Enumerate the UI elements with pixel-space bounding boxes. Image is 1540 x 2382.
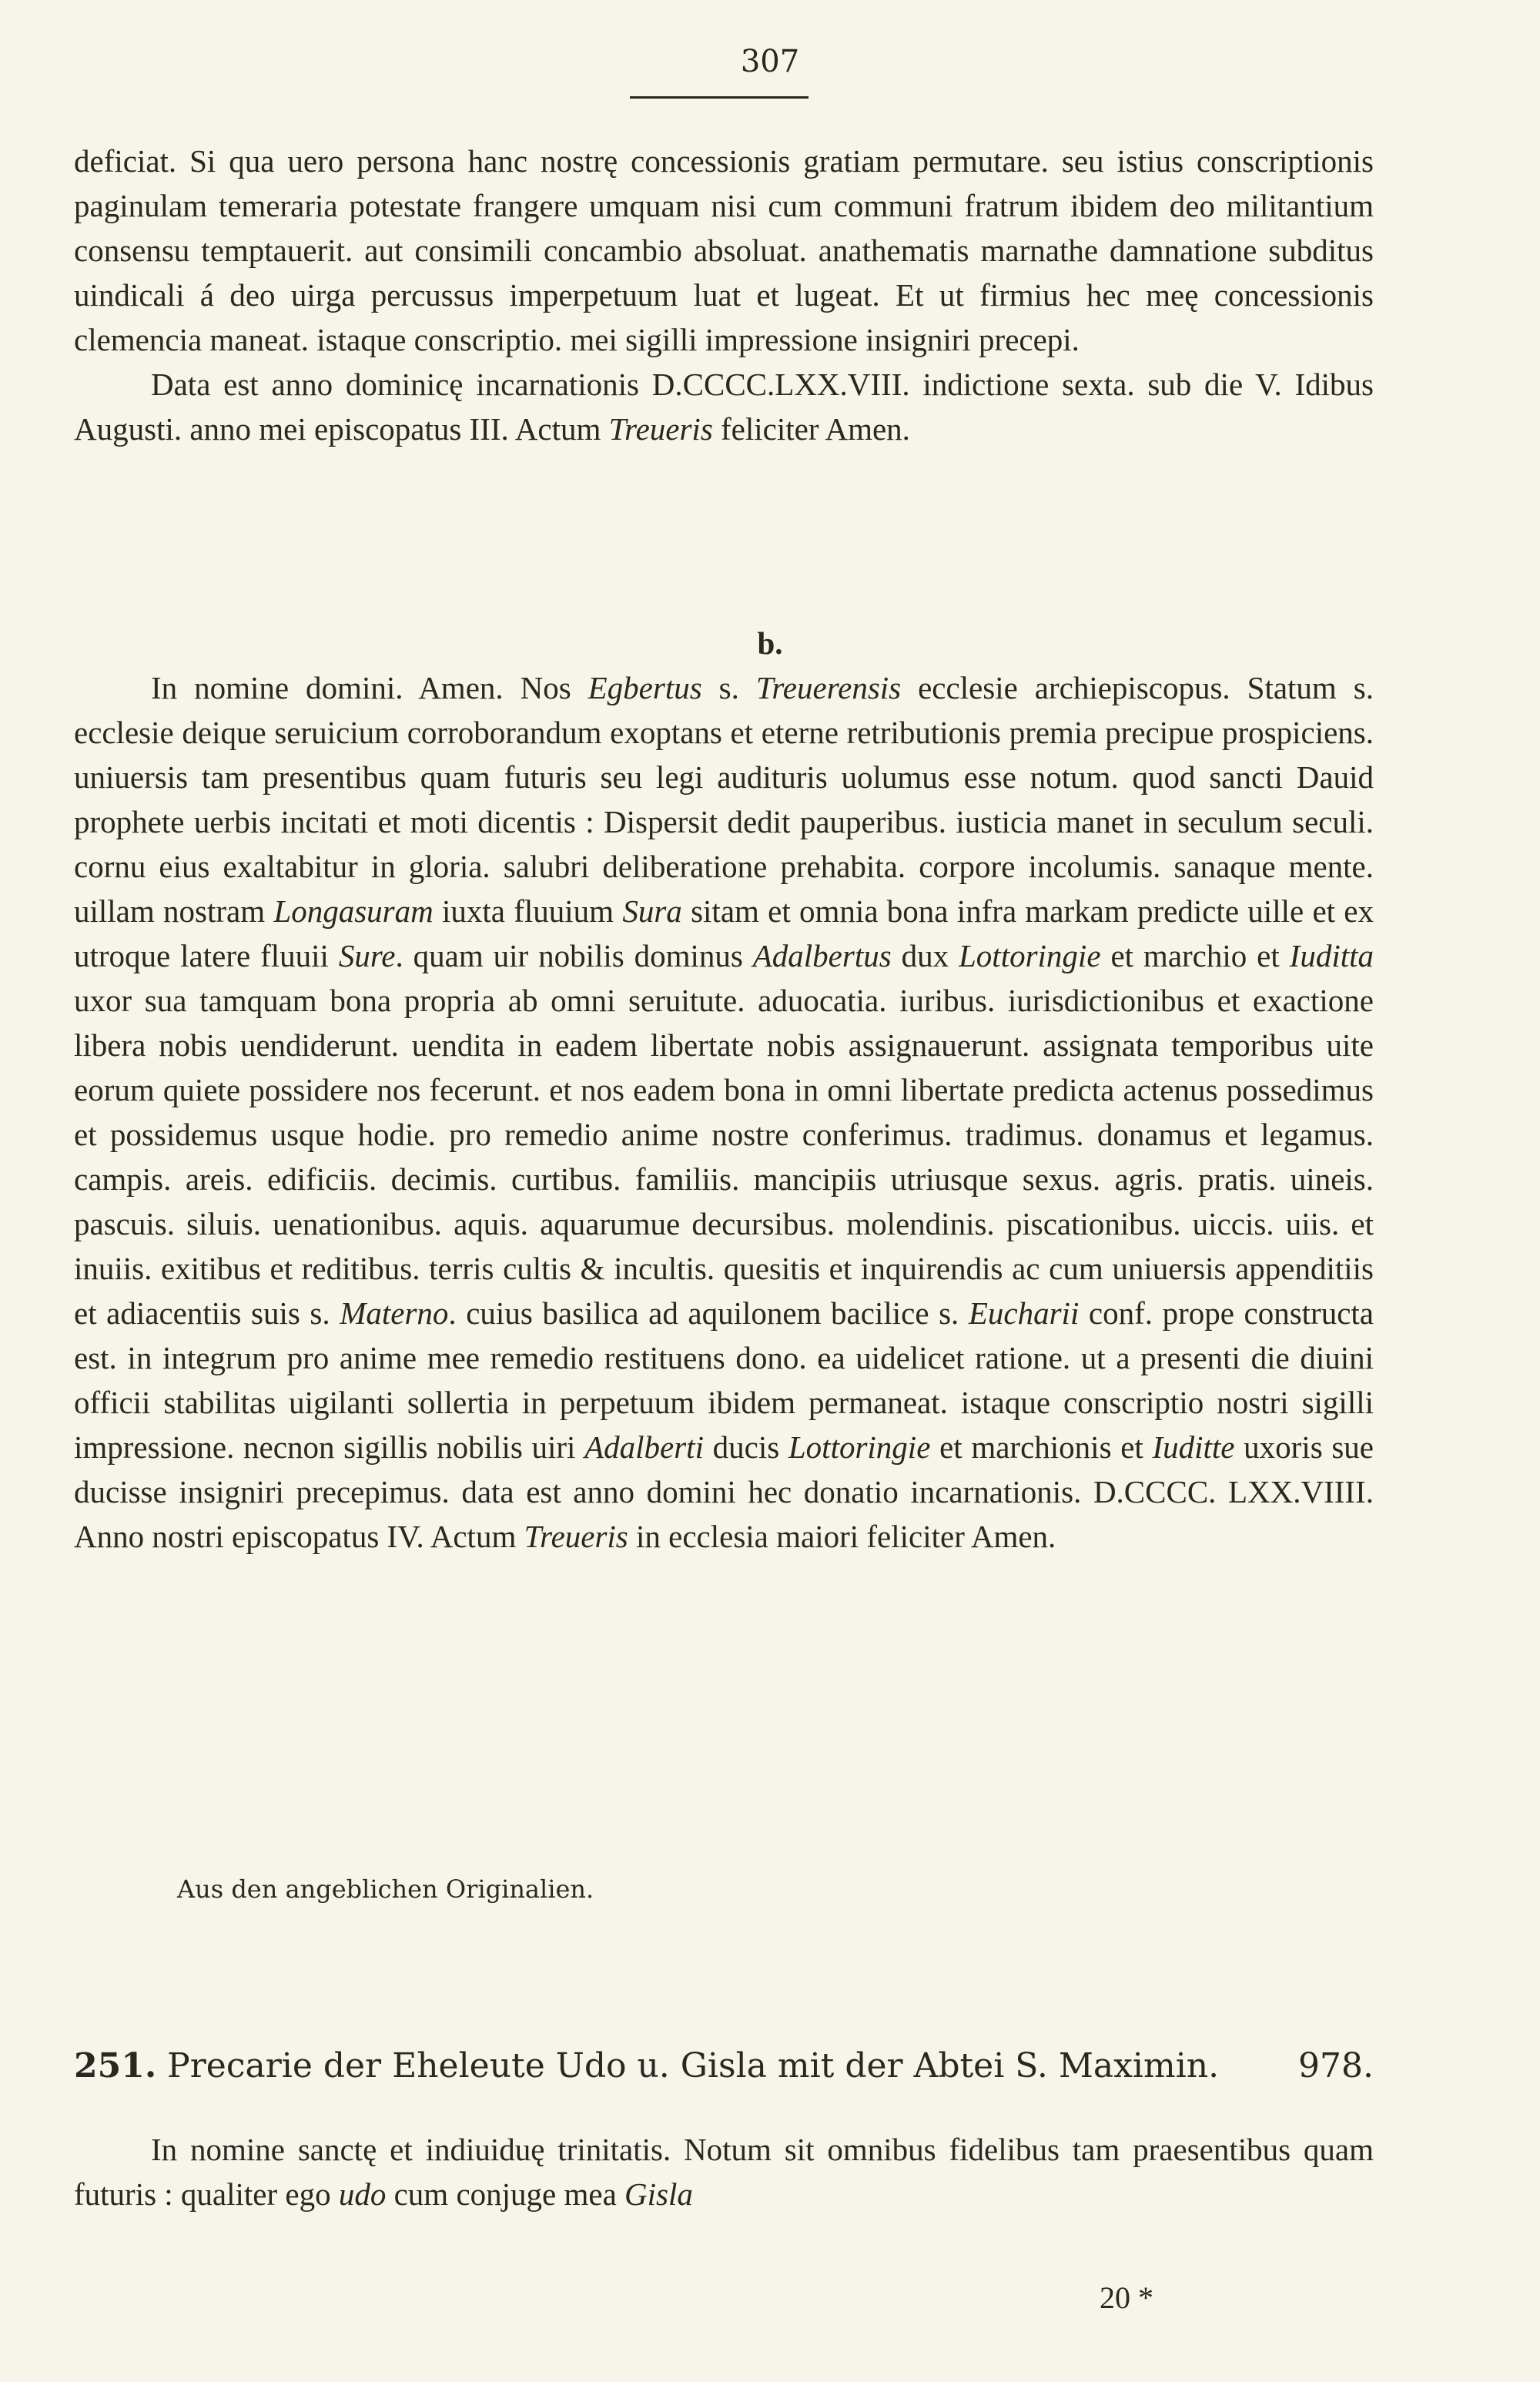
- page-number: 307: [740, 44, 800, 79]
- person-name: Iuditta: [1289, 938, 1374, 973]
- section-marker-b: b.: [757, 625, 783, 661]
- text-run: et marchio et: [1100, 938, 1290, 973]
- charter-b-paragraph: [74, 665, 1374, 1559]
- charter-a-ending: [74, 139, 1374, 451]
- person-name: Iuditte: [1152, 1429, 1235, 1465]
- entry-heading: [74, 2041, 1374, 2092]
- charter-a-dating-paragraph: [74, 362, 1374, 451]
- source-note: Aus den angeblichen Originalien.: [177, 1874, 594, 1904]
- person-name: Gisla: [624, 2176, 693, 2212]
- place-name: Sure: [338, 938, 396, 973]
- signature-mark: 20 *: [1100, 2280, 1153, 2315]
- charter-251: [74, 2127, 1374, 2216]
- person-name: Materno: [340, 1295, 449, 1331]
- text-run: . quam uir nobilis dominus: [395, 938, 753, 973]
- text-run: conf. prope constructa est. in integrum pro anime mee remedio restituens dono. ea uidelicet ratione. ut a presenti die diuini officii stabilitas uigilanti sollertia in perpetuum ibidem permaneat. istaque conscriptio nostri sigilli impressione. necnon sigillis nobilis uiri: [74, 1295, 1374, 1465]
- text-run: dux: [891, 938, 959, 973]
- place-name: Lottoringie: [959, 938, 1101, 973]
- person-name: udo: [338, 2176, 387, 2212]
- person-name: Egbertus: [588, 670, 702, 705]
- person-name: Eucharii: [968, 1295, 1080, 1331]
- place-name: Treueris: [524, 1519, 628, 1554]
- charter-b: [74, 665, 1374, 1559]
- text-run: s.: [701, 670, 756, 705]
- place-name: Treuerensis: [755, 670, 902, 705]
- entry-title: Precarie der Eheleute Udo u. Gisla mit der Abtei S. Maximin.: [167, 2046, 1220, 2086]
- entry-number: 251.: [74, 2046, 157, 2086]
- dating-text: Data est anno dominicę incarnationis D.CCCC.LXX.VIII. indictione sexta. sub die V. Idibus Augusti. anno mei episcopatus III. Actum: [74, 367, 1374, 447]
- header-rule: [630, 96, 808, 99]
- text-run: et marchionis et: [930, 1429, 1153, 1465]
- place-name: Longasuram: [273, 893, 434, 929]
- text-run: ecclesie archiepiscopus. Statum s. ecclesie deique seruicium corroborandum exoptans et eterne retributionis premia precipue prospiciens. uniuersis tam presentibus quam futuris seu legi audituris uolumus esse notum. quod sancti Dauid prophete uerbis incitati et moti dicentis : Dispersit dedit pauperibus. iusticia manet in seculum seculi. cornu eius exaltabitur in gloria. salubri deliberatione prehabita. corpore incolumis. sanaque mente. uillam nostram: [74, 670, 1374, 929]
- entry-number-title: [74, 2041, 1219, 2092]
- text-run: . cuius basilica ad aquilonem bacilice s.: [448, 1295, 969, 1331]
- charter-251-paragraph: [74, 2127, 1374, 2216]
- text-run: In nomine domini. Amen. Nos: [151, 670, 588, 705]
- text-run: In nomine sanctę et indiuiduę trinitatis. Notum sit omnibus fidelibus tam praesentibus quam futuris : qualiter ego: [74, 2132, 1374, 2212]
- text-run: uxoris sue ducisse insigniri precepimus. data est anno domini hec donatio incarnationis. D.CCCC. LXX.VIIII. Anno nostri episcopatus IV. Actum: [74, 1429, 1374, 1554]
- text-run: ducis: [703, 1429, 788, 1465]
- person-name: Adalbertus: [752, 938, 892, 973]
- text-run: sitam et omnia bona infra markam predicte uille et ex utroque latere fluuii: [74, 893, 1374, 973]
- place-name: Lottoringie: [788, 1429, 931, 1465]
- charter-a-sanction-paragraph: deficiat. Si qua uero persona hanc nostrę concessionis gratiam permutare. seu istius conscriptionis paginulam temeraria potestate frangere umquam nisi cum communi fratrum ibidem deo militantium consensu temptauerit. aut consimili concambio absoluat. anathematis marnathe damnatione subditus uindicali á deo uirga percussus imperpetuum luat et lugeat. Et ut firmius hec meę concessionis clemencia maneat. istaque conscriptio. mei sigilli impressione insigniri precepi.: [74, 143, 1374, 357]
- place-name: Treueris: [608, 411, 713, 447]
- text-run: uxor sua tamquam bona propria ab omni seruitute. aduocatia. iuribus. iurisdictionibus et exactione libera nobis uendiderunt. uendita in eadem libertate nobis assignauerunt. assignata temporibus uite eorum quiete possidere nos fecerunt. et nos eadem bona in omni libertate predicta actenus possedimus et possidemus usque hodie. pro remedio anime nostre conferimus. tradimus. donamus et legamus. campis. areis. edificiis. decimis. curtibus. familiis. mancipiis utriusque sexus. agris. pratis. uineis. pascuis. siluis. uenationibus. aquis. aquarumue decursibus. molendinis. piscationibus. uiccis. uiis. et inuiis. exitibus et reditibus. terris cultis & incultis. quesitis et inquirendis ac cum uniuersis appenditiis et adiacentiis suis s.: [74, 983, 1374, 1331]
- dating-closing: feliciter Amen.: [712, 411, 910, 447]
- text-run: in ecclesia maiori feliciter Amen.: [628, 1519, 1056, 1554]
- text-run: iuxta fluuium: [433, 893, 623, 929]
- person-name: Adalberti: [584, 1429, 704, 1465]
- place-name: Sura: [622, 893, 682, 929]
- text-run: cum conjuge mea: [386, 2176, 625, 2212]
- entry-year: 978.: [1298, 2046, 1374, 2086]
